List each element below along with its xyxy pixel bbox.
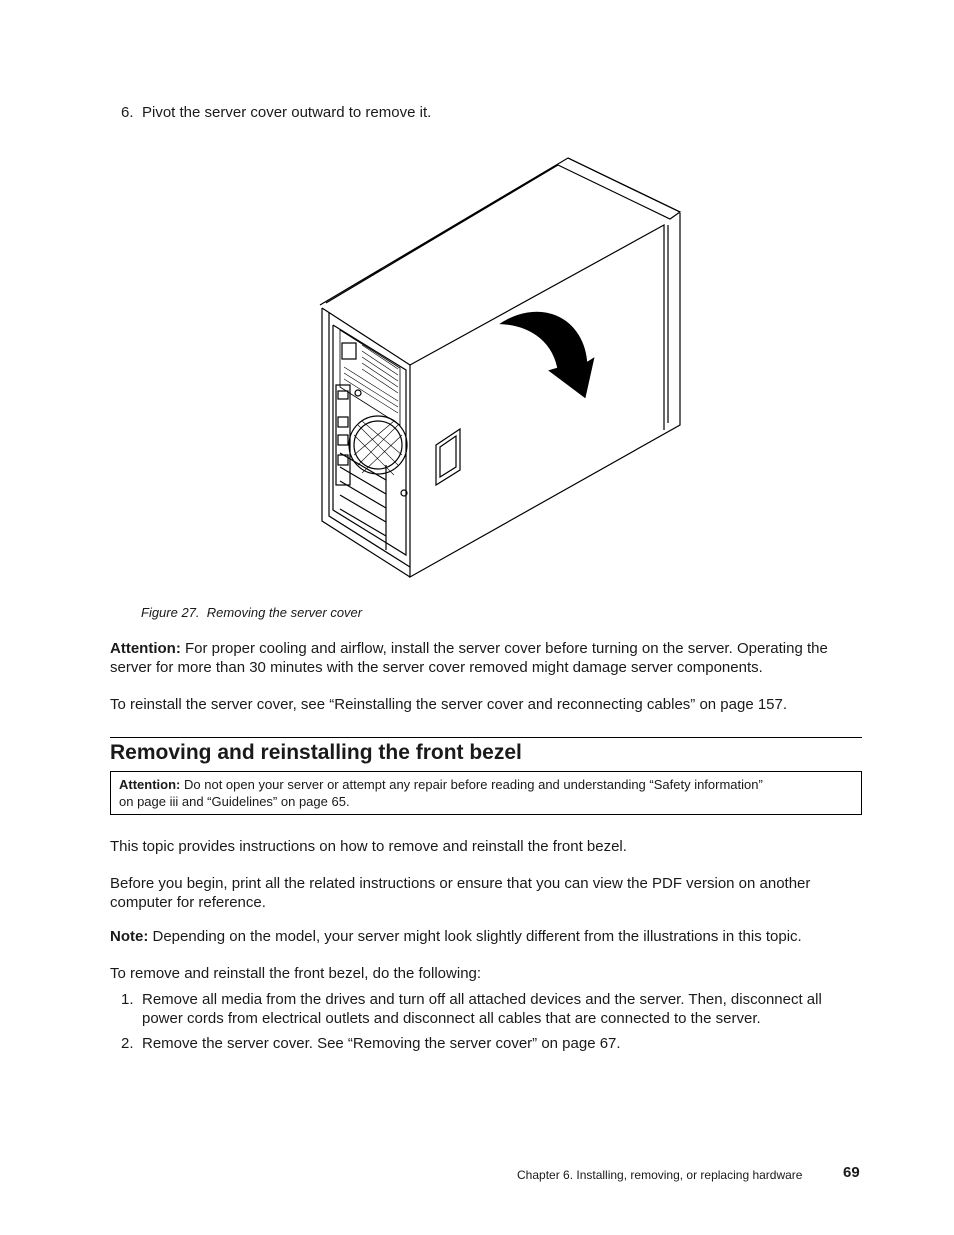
rotation-arrow-icon bbox=[496, 311, 596, 400]
before-line-1: Before you begin, print all the related instructions or ensure that you can view the PDF version on another bbox=[110, 875, 811, 892]
note-label: Note: bbox=[110, 928, 149, 945]
attention-box-line-2: on page iii and “Guidelines” on page 65. bbox=[119, 794, 350, 809]
note-paragraph bbox=[110, 927, 802, 946]
step-line-2: power cords from electrical outlets and disconnect all cables that are connected to the server. bbox=[142, 1010, 761, 1027]
before-paragraph bbox=[110, 874, 862, 912]
section-title: Removing and reinstalling the front bezel bbox=[110, 741, 522, 764]
step-text: Pivot the server cover outward to remove it. bbox=[142, 104, 432, 121]
reinstall-reference: To reinstall the server cover, see “Reinstalling the server cover and reconnecting cables” on page 157. bbox=[110, 696, 788, 713]
page-number: 69 bbox=[843, 1164, 860, 1181]
step-line-1: Remove all media from the drives and turn off all attached devices and the server. Then, disconnect all bbox=[142, 991, 822, 1008]
attention-paragraph bbox=[110, 639, 862, 677]
footer-chapter: Chapter 6. Installing, removing, or replacing hardware bbox=[517, 1168, 803, 1182]
attention-label: Attention: bbox=[110, 640, 181, 657]
section-divider bbox=[110, 737, 862, 738]
step-number: 2. bbox=[121, 1035, 134, 1052]
step-number: 6. bbox=[121, 104, 134, 121]
note-text: Depending on the model, your server might look slightly different from the illustrations in this topic. bbox=[152, 928, 802, 945]
attention-box-line-1: Do not open your server or attempt any repair before reading and understanding “Safety information” bbox=[184, 777, 763, 792]
attention-box bbox=[110, 771, 862, 815]
attention-box-label: Attention: bbox=[119, 777, 181, 792]
step-number: 1. bbox=[121, 991, 134, 1008]
attention-line-1: For proper cooling and airflow, install the server cover before turning on the server. Operating the bbox=[184, 640, 828, 657]
intro-paragraph: This topic provides instructions on how to remove and reinstall the front bezel. bbox=[110, 838, 627, 855]
step-line-1: Remove the server cover. See “Removing the server cover” on page 67. bbox=[142, 1035, 621, 1052]
figure-caption-label: Figure 27. bbox=[141, 605, 200, 620]
figure-caption bbox=[141, 603, 362, 622]
before-line-2: computer for reference. bbox=[110, 894, 266, 911]
attention-line-2: server for more than 30 minutes with the server cover removed might damage server components. bbox=[110, 659, 763, 676]
procedure-intro: To remove and reinstall the front bezel, do the following: bbox=[110, 965, 482, 982]
server-cover-illustration bbox=[318, 155, 688, 585]
figure-caption-text: Removing the server cover bbox=[206, 605, 363, 620]
